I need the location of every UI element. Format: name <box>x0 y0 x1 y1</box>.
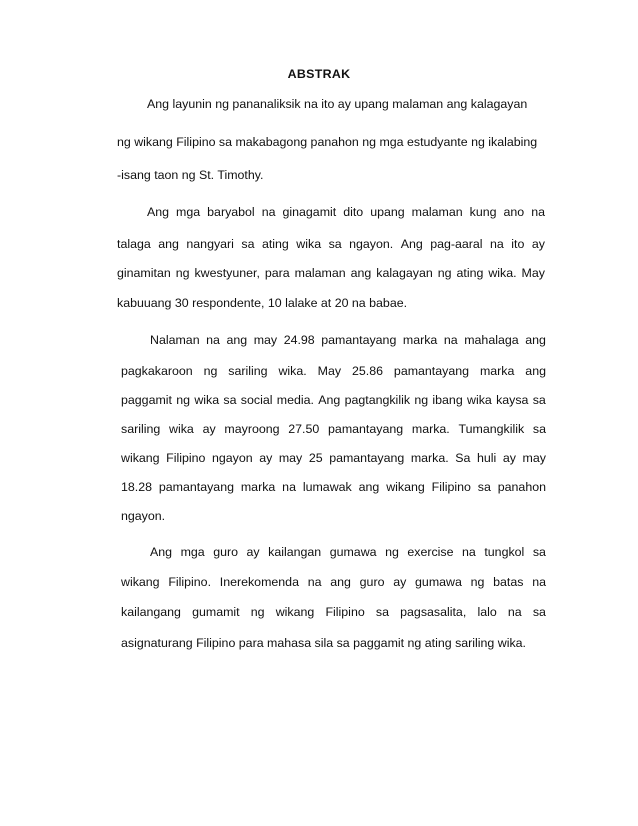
word: ang <box>226 333 248 347</box>
word: paggamit <box>121 393 172 407</box>
word: sa <box>328 237 342 251</box>
word: ng <box>203 364 218 378</box>
word: ay <box>393 575 407 589</box>
word: ngayon <box>211 451 253 465</box>
word: ginagamit <box>282 205 337 219</box>
word: ay <box>502 451 516 465</box>
word: ng <box>470 575 485 589</box>
word: media. <box>276 393 314 407</box>
word: Ang <box>400 237 423 251</box>
word: talaga <box>117 237 151 251</box>
word: kalagayan <box>376 266 433 280</box>
word: 25.86 <box>351 364 383 378</box>
word: ang <box>358 480 380 494</box>
word: na <box>261 205 276 219</box>
word: wikang <box>386 480 425 494</box>
paragraph-line <box>121 480 546 495</box>
word: ating <box>456 266 484 280</box>
word: pagkakaroon <box>121 364 193 378</box>
word: na <box>443 333 458 347</box>
word: marka <box>240 480 276 494</box>
word: kwestyuner, <box>194 266 260 280</box>
word: kung <box>469 205 497 219</box>
word: wika <box>467 393 492 407</box>
word: huli <box>477 451 497 465</box>
word: para <box>264 266 290 280</box>
word: 24.98 <box>283 333 315 347</box>
word: lumawak <box>302 480 352 494</box>
word: May <box>317 364 342 378</box>
word: ng <box>175 266 190 280</box>
word: pamantayang <box>329 451 405 465</box>
word: nangyari <box>186 237 234 251</box>
word: social <box>240 393 273 407</box>
word: Sa <box>455 451 471 465</box>
word: ito <box>511 237 525 251</box>
word: 25 <box>308 451 323 465</box>
word: pamantayang <box>158 480 234 494</box>
word: sa <box>241 237 255 251</box>
word: ang <box>525 364 546 378</box>
word: Ang <box>147 205 170 219</box>
word: mga <box>176 205 201 219</box>
word: batas <box>493 575 524 589</box>
word: Ang <box>150 545 173 559</box>
word: exercise <box>407 545 454 559</box>
word: ang <box>350 266 372 280</box>
word: wikang <box>121 575 160 589</box>
word: ating <box>261 237 289 251</box>
word: 27.50 <box>288 422 320 436</box>
paragraph-line <box>121 451 546 466</box>
word: gumawa <box>415 575 462 589</box>
word: tungkol <box>484 545 525 559</box>
word: ay <box>531 237 545 251</box>
word: marka. <box>411 422 450 436</box>
word: ang <box>158 237 179 251</box>
word: 18.28 <box>121 480 153 494</box>
word: dito <box>343 205 364 219</box>
word: na <box>282 480 296 494</box>
word: pagsasalita, <box>400 605 467 619</box>
word: mahalaga <box>464 333 519 347</box>
paragraph-line <box>147 205 545 220</box>
word: Inerekomenda <box>219 575 299 589</box>
word: pamantayang <box>321 333 397 347</box>
word: mayroong <box>224 422 280 436</box>
word: kaysa <box>496 393 529 407</box>
word: wika. <box>488 266 517 280</box>
word: May <box>521 266 545 280</box>
word: Filipino <box>166 451 206 465</box>
word: lalo <box>477 605 497 619</box>
word: sa <box>532 393 546 407</box>
word: Ang <box>318 393 341 407</box>
word: na <box>307 575 322 589</box>
word: Nalaman <box>150 333 200 347</box>
word: ng <box>250 605 265 619</box>
word: Filipino <box>431 480 471 494</box>
word: sariling <box>121 422 161 436</box>
word: na <box>531 205 545 219</box>
paragraph-line: Ang layunin ng pananaliksik na ito ay upang malaman ang kalagayan <box>147 97 528 111</box>
word: na <box>462 545 476 559</box>
word: may <box>278 451 303 465</box>
word: pamantayang <box>328 422 404 436</box>
word: ano <box>503 205 525 219</box>
word: kailangang <box>121 605 181 619</box>
word: marka <box>402 333 438 347</box>
word: malaman <box>294 266 346 280</box>
word: may <box>522 451 546 465</box>
paragraph-line: ngayon. <box>121 509 166 523</box>
word: baryabol <box>207 205 255 219</box>
word: Filipino. <box>168 575 212 589</box>
word: ng <box>414 393 429 407</box>
word: kailangan <box>268 545 322 559</box>
paragraph-line <box>121 575 546 590</box>
word: ay <box>259 451 273 465</box>
paragraph-line <box>117 266 545 281</box>
word: ang <box>330 575 351 589</box>
word: ang <box>525 333 546 347</box>
abstract-title: ABSTRAK <box>287 67 351 81</box>
word: pamantayang <box>393 364 470 378</box>
word: may <box>253 333 278 347</box>
word: marka. <box>410 451 449 465</box>
paragraph-line <box>150 545 546 560</box>
word: sa <box>532 545 546 559</box>
word: upang <box>370 205 405 219</box>
paragraph-line: ng wikang Filipino sa makabagong panahon ng mga estudyante ng ikalabing <box>117 135 538 149</box>
word: sa <box>477 480 491 494</box>
word: wikang <box>121 451 160 465</box>
word: wika. <box>278 364 307 378</box>
word: ng <box>385 545 399 559</box>
word: wika <box>169 422 194 436</box>
word: marka <box>479 364 515 378</box>
paragraph-line <box>121 393 546 408</box>
word: wika <box>296 237 322 251</box>
word: ay <box>202 422 216 436</box>
paragraph-line <box>121 422 546 437</box>
paragraph-line: asignaturang Filipino para mahasa sila sa paggamit ng ating sariling wika. <box>121 636 526 650</box>
word: pagtangkilik <box>344 393 411 407</box>
word: panahon <box>497 480 546 494</box>
word: ngayon. <box>349 237 394 251</box>
paragraph-line <box>150 333 546 348</box>
word: mga <box>180 545 205 559</box>
word: gumawa <box>329 545 377 559</box>
word: ng <box>437 266 452 280</box>
paragraph-line <box>121 605 546 620</box>
word: ng <box>176 393 191 407</box>
word: Tumangkilik <box>458 422 525 436</box>
word: pag-aaral <box>430 237 483 251</box>
word: sa <box>223 393 237 407</box>
word: guro <box>213 545 238 559</box>
word: malaman <box>411 205 463 219</box>
word: wikang <box>275 605 315 619</box>
word: gumamit <box>192 605 240 619</box>
word: sariling <box>228 364 268 378</box>
word: ibang <box>432 393 463 407</box>
word: na <box>490 237 504 251</box>
word: na <box>206 333 220 347</box>
paragraph-line <box>121 364 546 379</box>
word: Filipino <box>325 605 365 619</box>
word: na <box>507 605 522 619</box>
word: sa <box>375 605 389 619</box>
word: sa <box>532 605 546 619</box>
paragraph-line: -isang taon ng St. Timothy. <box>117 168 264 182</box>
word: sa <box>532 422 546 436</box>
word: ay <box>246 545 260 559</box>
word: wika <box>194 393 220 407</box>
word: guro <box>359 575 385 589</box>
word: ginamitan <box>117 266 171 280</box>
word: na <box>532 575 546 589</box>
paragraph-line: kabuuang 30 respondente, 10 lalake at 20 na babae. <box>117 296 408 310</box>
paragraph-line <box>117 237 545 252</box>
